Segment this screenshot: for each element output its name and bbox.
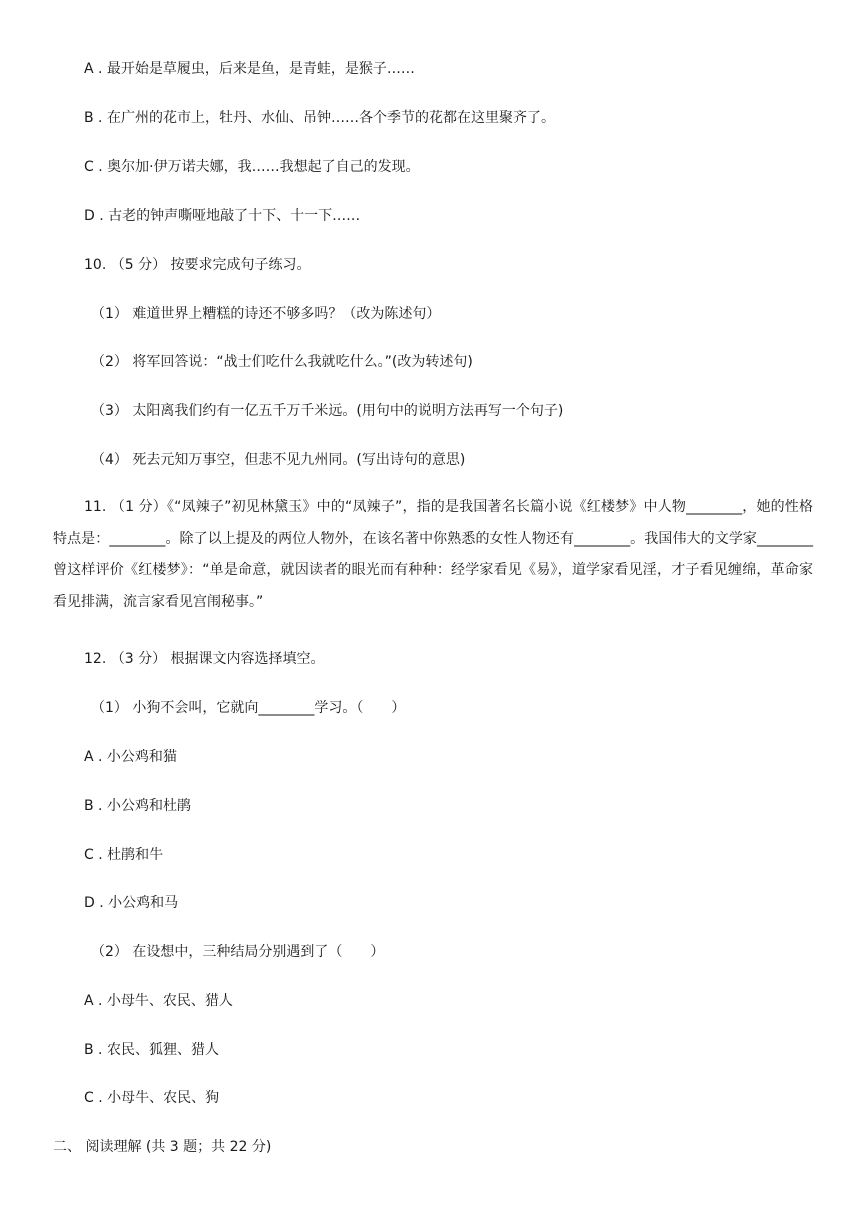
q9-option-b: B . 在广州的花市上，牡丹、水仙、吊钟……各个季节的花都在这里聚齐了。 bbox=[84, 110, 555, 126]
q12-sub2-option-b: B . 农民、狐狸、猎人 bbox=[84, 1042, 219, 1058]
q12-sub1-option-a: A . 小公鸡和猫 bbox=[84, 749, 177, 765]
q12-sub2-stem: （2） 在设想中，三种结局分别遇到了（ ） bbox=[91, 944, 385, 960]
q10-item-4: （4） 死去元知万事空，但悲不见九州同。(写出诗句的意思) bbox=[91, 452, 466, 468]
q12-sub1-option-b: B . 小公鸡和杜鹃 bbox=[84, 798, 191, 814]
q12-sub2-option-c: C . 小母牛、农民、狗 bbox=[84, 1090, 220, 1106]
q12-sub2-option-a: A . 小母牛、农民、猎人 bbox=[84, 993, 233, 1009]
q10-item-2: （2） 将军回答说：“战士们吃什么我就吃什么。”(改为转述句) bbox=[91, 354, 473, 370]
q9-option-a: A . 最开始是草履虫，后来是鱼，是青蛙，是猴子…… bbox=[84, 61, 415, 77]
q10-item-1: （1） 难道世界上糟糕的诗还不够多吗？（改为陈述句） bbox=[91, 306, 441, 322]
q9-option-c: C . 奥尔加·伊万诺夫娜，我……我想起了自己的发现。 bbox=[84, 159, 420, 175]
q11-paragraph: 11. （1 分）《“凤辣子”初见林黛玉》中的“凤辣子”，指的是我国著名长篇小说《红楼梦》中人物________，她的性格特点是：________。除了以上提及的两位人物外，在该名著中你熟悉的女性人物还有________。我国伟大的文学家________曾这样评价《红楼梦》：“单是命意，就因读者的眼光而有种种：经学家看见《易》，道学家看见淫，才子看见缠绵，革命家看见排满，流言家看见宫闱秘事。” bbox=[53, 499, 813, 610]
q12-sub1-option-d: D . 小公鸡和马 bbox=[84, 895, 179, 911]
q9-option-d: D . 古老的钟声嘶哑地敲了十下、十一下…… bbox=[84, 208, 361, 224]
q12-sub1-option-c: C . 杜鹃和牛 bbox=[84, 847, 164, 863]
q10-title: 10. （5 分） 按要求完成句子练习。 bbox=[84, 257, 311, 273]
q12-title: 12. （3 分） 根据课文内容选择填空。 bbox=[84, 651, 325, 667]
q12-sub1-stem: （1） 小狗不会叫，它就向________学习。（ ） bbox=[91, 700, 406, 716]
section-2-title: 二、 阅读理解 (共 3 题；共 22 分) bbox=[53, 1139, 272, 1155]
q10-item-3: （3） 太阳离我们约有一亿五千万千米远。(用句中的说明方法再写一个句子) bbox=[91, 403, 564, 419]
